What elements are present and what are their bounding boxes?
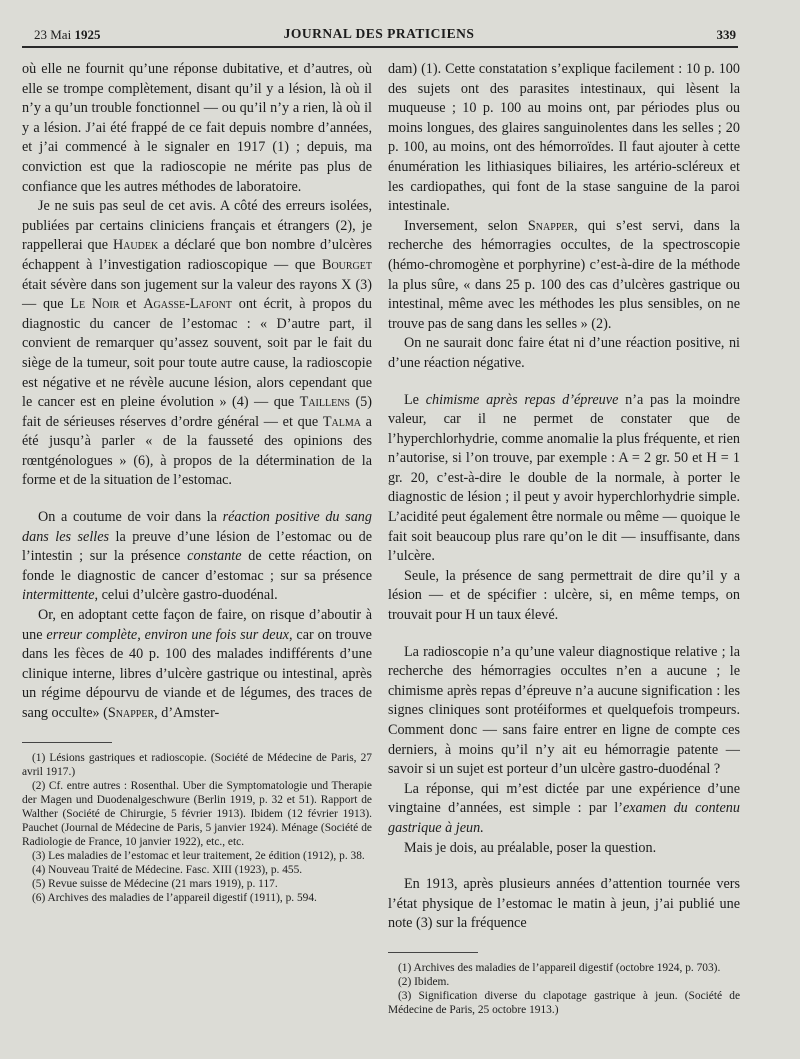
paragraph: On ne saurait donc faire état ni d’une réaction positive, ni d’une réaction négative.: [388, 335, 740, 371]
paragraph: Le chimisme après repas d’épreuve n’a pas la moindre valeur, car il ne permet de constater que de l’hyperchlorhydrie, comme anomalie la plus fréquente, et rien n’autorise, si l’on trouve, par exemple : A = 2 gr. 50 et H = 1 gr. 20, c’est-à-dire le double de la normale, à porter le diagnostic de lésion ; il peut y avoir hyperchlorhydrie simple. L’acidité peut également être normale ou même — quoique le fait soit beaucoup plus rare qu’on le dit — insuffisante, dans l’ulcère.: [388, 391, 741, 565]
paragraph: La réponse, qui m’est dictée par une expérience d’une vingtaine d’années, est simple : par l’examen du contenu gastrique à jeun.: [388, 780, 740, 836]
paragraph: dam) (1). Cette constatation s’explique facilement : 10 p. 100 des sujets ont des parasites intestinaux, qui lèsent la muqueuse ; 10 p. 100 au moins ont, par périodes plus ou moins longues, des glaires sanguinolentes dans les selles ; 20 p. 100, au moins, ont des hémorroïdes. Il faut ajouter à cette énumération les lithiasiques biliaires, les artério-scléreux et les cardiopathes, qui font de la stase sanguine de la paroi intestinale.: [388, 61, 740, 215]
paragraph: Je ne suis pas seul de cet avis. A côté des erreurs isolées, publiées par certains cliniciens français et étrangers (2), je rappellerai que Haudek a déclaré que bon nombre d’ulcères échappent à l’investigation radioscopique — que Bourget était sévère dans son jugement sur la valeur des rayons X (3) — que Le Noir et Agasse-Lafont ont écrit, à propos du diagnostic du cancer de l’estomac : « D’autre part, il convient de remarquer qu’assez souvent, soit par le fait du siège de la tumeur, soit pour toute autre cause, la radioscopie est négative et ne révèle aucune lésion, alors cependant que le cancer est en pleine évolution » (4) — que Taillens (5) fait de sérieuses réserves d’ordre général — et que Talma a été jusqu’à parler « de la fausseté des opinions des rœntgénologues » (6), à propos de la détermination de la forme et de la situation de l’estomac.: [22, 198, 372, 489]
paragraph: Mais je dois, au préalable, poser la question.: [404, 839, 657, 856]
footnote: (1) Archives des maladies de l’appareil digestif (octobre 1924, p. 703).: [398, 961, 721, 974]
footnote: (2) Cf. entre autres : Rosenthal. Uber die Symptomatologie und Therapie der Magen und Duodenalgeschwure (Berlin 1919, p. 32 et 51). Rapport de Walther (Société de Chirurgie, 5 février 1913). Ibidem (12 février 1913). Pauchet (Journal de Médecine de Paris, 5 janvier 1924). Ménage (Société de Radiologie de France, 10 janvier 1922), etc., etc.: [22, 779, 372, 848]
left-column: [22, 60, 372, 905]
footnote: (2) Ibidem.: [398, 975, 450, 988]
footnote-rule: [388, 952, 478, 953]
footnote: (3) Signification diverse du clapotage gastrique à jeun. (Société de Médecine de Paris, 25 octobre 1913.): [388, 989, 740, 1016]
right-column: [388, 60, 740, 1017]
page-number: 339: [716, 27, 736, 42]
paragraph: En 1913, après plusieurs années d’attention tournée vers l’état physique de l’estomac le matin à jeun, j’ai publié une note (3) sur la fréquence: [388, 876, 740, 932]
paragraph: La radioscopie n’a qu’une valeur diagnostique relative ; la recherche des hémorragies occultes n’en a aucune ; le chimisme après repas d’épreuve n’a aucune signification : les signes cliniques sont protéiformes et quelquefois trompeurs. Comment donc — sans faire entrer en ligne de compte ces derniers, à moins qu’il n’y ait eu hémorragie patente — savoir si un sujet est porteur d’un ulcère gastro-duodénal ?: [388, 643, 740, 778]
footnote: (5) Revue suisse de Médecine (21 mars 1919), p. 117.: [32, 877, 278, 890]
paragraph: Seule, la présence de sang permettrait de dire qu’il y a lésion — et de spécifier : ulcère, si, en même temps, on trouvait pour H un taux élevé.: [388, 567, 740, 624]
footnotes: [22, 751, 372, 905]
journal-title: JOURNAL DES PRATICIENS: [283, 26, 475, 41]
footnote-rule: [22, 742, 112, 743]
paragraph: où elle ne fournit qu’une réponse dubitative, et d’autres, où elle se trompe complètement, disant qu’il y a lésion, là où il n’y a qu’un trouble fonctionnel — ou qu’il n’y a rien, là où il y a lésion. J’ai été frappé de ce fait depuis nombre d’années, et j’ai commencé à le signaler en 1917 (1) ; depuis, ma conviction est que la radioscopie ne mérite pas plus de confiance que les autres méthodes de laboratoire.: [22, 61, 372, 195]
paragraph: Or, en adoptant cette façon de faire, on risque d’aboutir à une erreur complète, environ une fois sur deux, car on trouve dans les fèces de 40 p. 100 des malades indifférents d’une clinique interne, libres d’ulcère gastrique ou intestinal, après un régime dépourvu de viande et de légumes, des traces de sang occulte» (Snapper, d’Amster-: [22, 607, 372, 721]
running-header: [22, 25, 736, 45]
issue-date: 23 Mai 1925: [34, 27, 101, 42]
footnote: (6) Archives des maladies de l’appareil digestif (1911), p. 594.: [32, 891, 317, 904]
footnote: (1) Lésions gastriques et radioscopie. (Société de Médecine de Paris, 27 avril 1917.): [22, 751, 372, 778]
footnote: (3) Les maladies de l’estomac et leur traitement, 2e édition (1912), p. 38.: [32, 849, 365, 862]
footnote: (4) Nouveau Traité de Médecine. Fasc. XIII (1923), p. 455.: [32, 863, 303, 876]
paragraph: Inversement, selon Snapper, qui s’est servi, dans la recherche des hémorragies occultes, de la spectroscopie (hémo-chromogène et porphyrine) c’est-à-dire de la méthode la plus sûre, « dans 25 p. 100 des cas d’ulcères gastrique ou intestinal, même avec les méthodes les plus sensibles, on ne trouve pas de sang dans les selles » (2).: [388, 217, 740, 332]
paragraph: On a coutume de voir dans la réaction positive du sang dans les selles la preuve d’une lésion de l’estomac ou de l’intestin ; sur la présence constante de cette réaction, on fonde le diagnostic de cancer d’estomac ; sur sa présence intermittente, celui d’ulcère gastro-duodénal.: [22, 509, 372, 604]
header-rule: [22, 46, 738, 48]
footnotes: [388, 961, 740, 1017]
